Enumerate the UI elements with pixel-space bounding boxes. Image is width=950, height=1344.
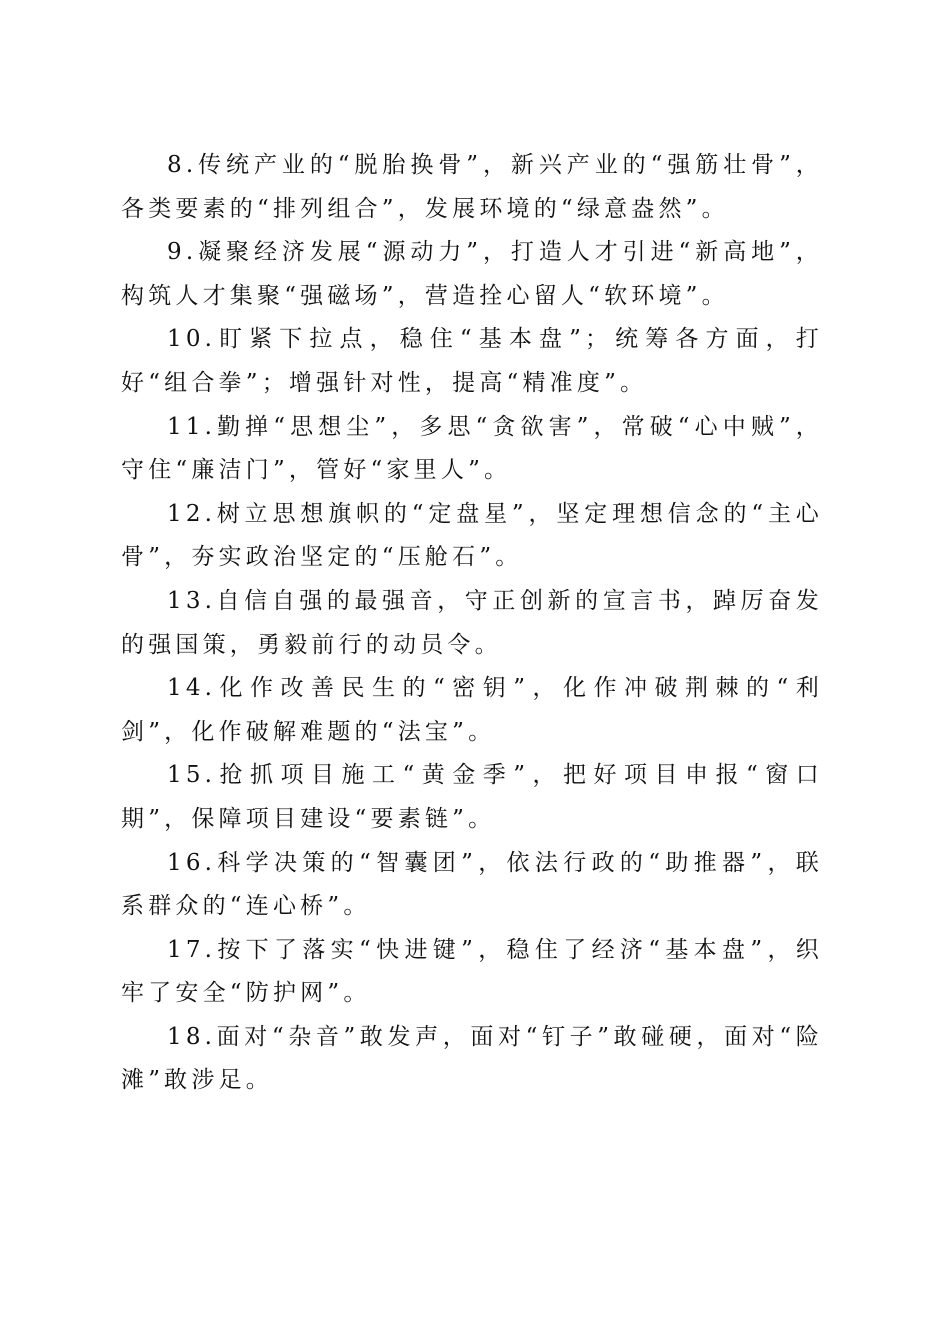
paragraph-14: 14.化作改善民生的“密钥”，化作冲破荆棘的“利剑”，化作破解难题的“法宝”。: [121, 675, 823, 745]
paragraph-11: 11.勤掸“思想尘”，多思“贪欲害”，常破“心中贼”，守住“廉洁门”，管好“家里人”。: [121, 413, 823, 484]
paragraph-8: 8.传统产业的“脱胎换骨”，新兴产业的“强筋壮骨”，各类要素的“排列组合”，发展环境的“绿意盎然”。: [121, 152, 823, 222]
paragraph-12: 12.树立思想旗帜的“定盘星”，坚定理想信念的“主心骨”，夯实政治坚定的“压舱石”。: [121, 500, 823, 571]
document-page: [121, 144, 823, 1103]
paragraph-9: 9.凝聚经济发展“源动力”，打造人才引进“新高地”，构筑人才集聚“强磁场”，营造拴心留人“软环境”。: [121, 239, 823, 309]
paragraph-17: 17.按下了落实“快进键”，稳住了经济“基本盘”，织牢了安全“防护网”。: [121, 936, 823, 1007]
paragraph-15: 15.抢抓项目施工“黄金季”，把好项目申报“窗口期”，保障项目建设“要素链”。: [121, 762, 823, 832]
paragraph-18: 18.面对“杂音”敢发声，面对“钉子”敢碰硬，面对“险滩”敢涉足。: [121, 1023, 823, 1094]
paragraph-10: 10.盯紧下拉点，稳住“基本盘”；统筹各方面，打好“组合拳”；增强针对性，提高“精准度”。: [121, 326, 823, 396]
paragraph-13: 13.自信自强的最强音，守正创新的宣言书，踔厉奋发的强国策，勇毅前行的动员令。: [121, 587, 823, 658]
paragraph-16: 16.科学决策的“智囊团”，依法行政的“助推器”，联系群众的“连心桥”。: [121, 849, 823, 920]
